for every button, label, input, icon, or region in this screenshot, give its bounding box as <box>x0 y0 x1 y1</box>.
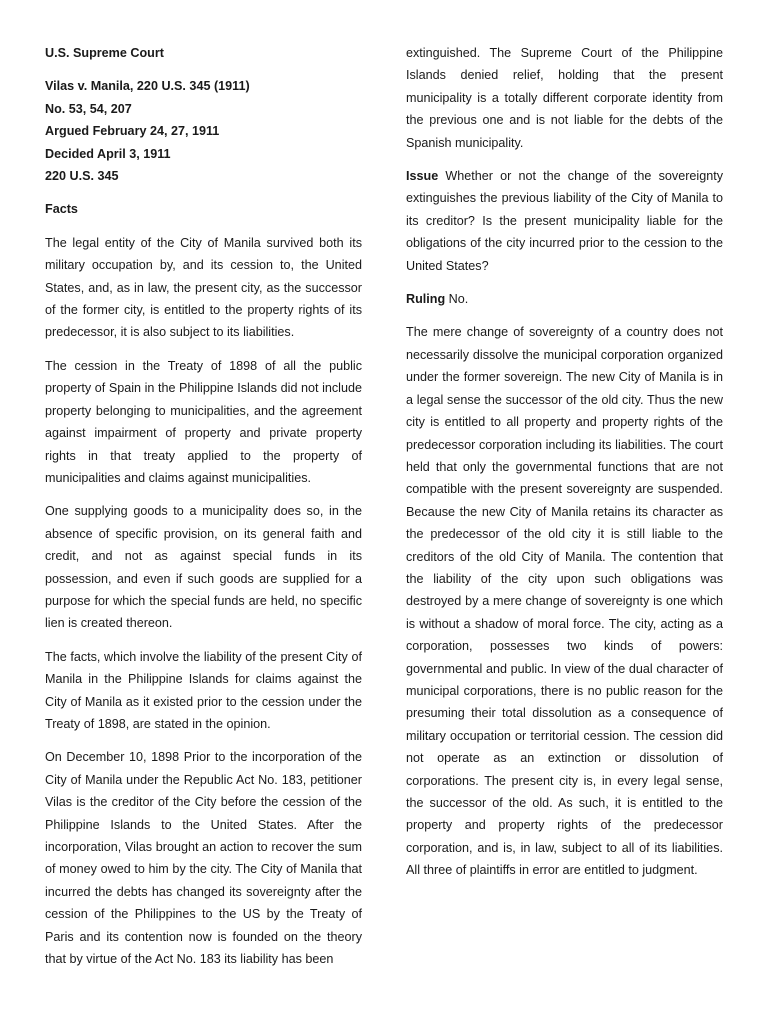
court-name: U.S. Supreme Court <box>45 46 164 60</box>
citation: 220 U.S. 345 <box>45 169 119 184</box>
facts-paragraph-4: The facts, which involve the liability of the present City of Manila in the Philippine Islands for claims against the City of Manila as it existed prior to the cession under the Treaty of 1898, are stated in the opinion. <box>45 649 362 731</box>
argued-date: Argued February 24, 27, 1911 <box>45 124 220 139</box>
issue-section <box>406 165 723 277</box>
issue-label: Issue <box>406 169 439 184</box>
facts-continuation: extinguished. The Supreme Court of the Philippine Islands denied relief, holding that the present municipality is a totally different corporate identity from the previous one and is not liable for the debts of the Spanish municipality. <box>406 46 723 150</box>
ruling-label: Ruling <box>406 292 446 307</box>
right-column <box>406 42 723 893</box>
ruling-section <box>406 288 723 310</box>
facts-paragraph-5: On December 10, 1898 Prior to the incorporation of the City of Manila under the Republic Act No. 183, petitioner Vilas is the creditor of the City before the cession of the Philippine Islands to the United States. After the incorporation, Vilas brought an action to recover the sum of money owed to him by the city. The City of Manila that incurred the debts has changed its sovereignty after the cession of the Philippines to the US by the Treaty of Paris and its contention now is founded on the theory that by virtue of the Act No. 183 its liability has been <box>45 750 362 967</box>
ruling-text: The mere change of sovereignty of a country does not necessarily dissolve the municipal corporation organized under the former sovereign. The new City of Manila is in a legal sense the successor of the old city. Thus the new city is entitled to all property and property rights of the predecessor corporation including its liabilities. The court held that only the governmental functions that are not compatible with the present sovereignty are suspended. Because the new City of Manila retains its character as the predecessor of the old city it is still liable to the creditors of the old City of Manila. The contention that the liability of the city upon such obligations was destroyed by a mere change of sovereignty is one which is without a shadow of moral force. The city, acting as a corporation, possesses two kinds of powers: governmental and public. In view of the dual character of municipal corporations, there is no public reason for the presuming their total dissolution as a consequence of military occupation or territorial cession. The cession did not operate as an extinction or dissolution of corporations. The present city is, in every legal sense, the successor of the old. As such, it is entitled to the property and property rights of the predecessor corporation, and is, in law, subject to all of its liabilities. All three of plaintiffs in error are entitled to judgment. <box>406 325 723 878</box>
facts-heading: Facts <box>45 202 78 217</box>
facts-paragraph-1: The legal entity of the City of Manila survived both its military occupation by, and its cession to, the United States, and, as in law, the present city, as the successor of the former city, is entitled to the property rights of its predecessor, it is also subject to its liabilities. <box>45 235 362 340</box>
case-title: Vilas v. Manila, 220 U.S. 345 (1911) <box>45 79 250 94</box>
issue-text: Whether or not the change of the sovereignty extinguishes the previous liability of the City of Manila to its creditor? Is the present municipality liable for the obligations of the city incurred prior to the cession to the United States? <box>406 169 723 273</box>
left-column <box>45 42 362 981</box>
case-numbers: No. 53, 54, 207 <box>45 101 132 116</box>
decided-date: Decided April 3, 1911 <box>45 146 171 161</box>
facts-paragraph-3: One supplying goods to a municipality does so, in the absence of specific provision, on its general faith and credit, and not as against special funds in its possession, and even if such goods are supplied for a purpose for which the special funds are held, no specific lien is created thereon. <box>45 504 362 631</box>
facts-paragraph-2: The cession in the Treaty of 1898 of all the public property of Spain in the Philippine Islands did not include property belonging to municipalities, and the agreement against impairment of property and private property rights in that treaty applied to the property of municipalities and claims against municipalities. <box>45 358 362 485</box>
ruling-answer: No. <box>445 292 469 307</box>
